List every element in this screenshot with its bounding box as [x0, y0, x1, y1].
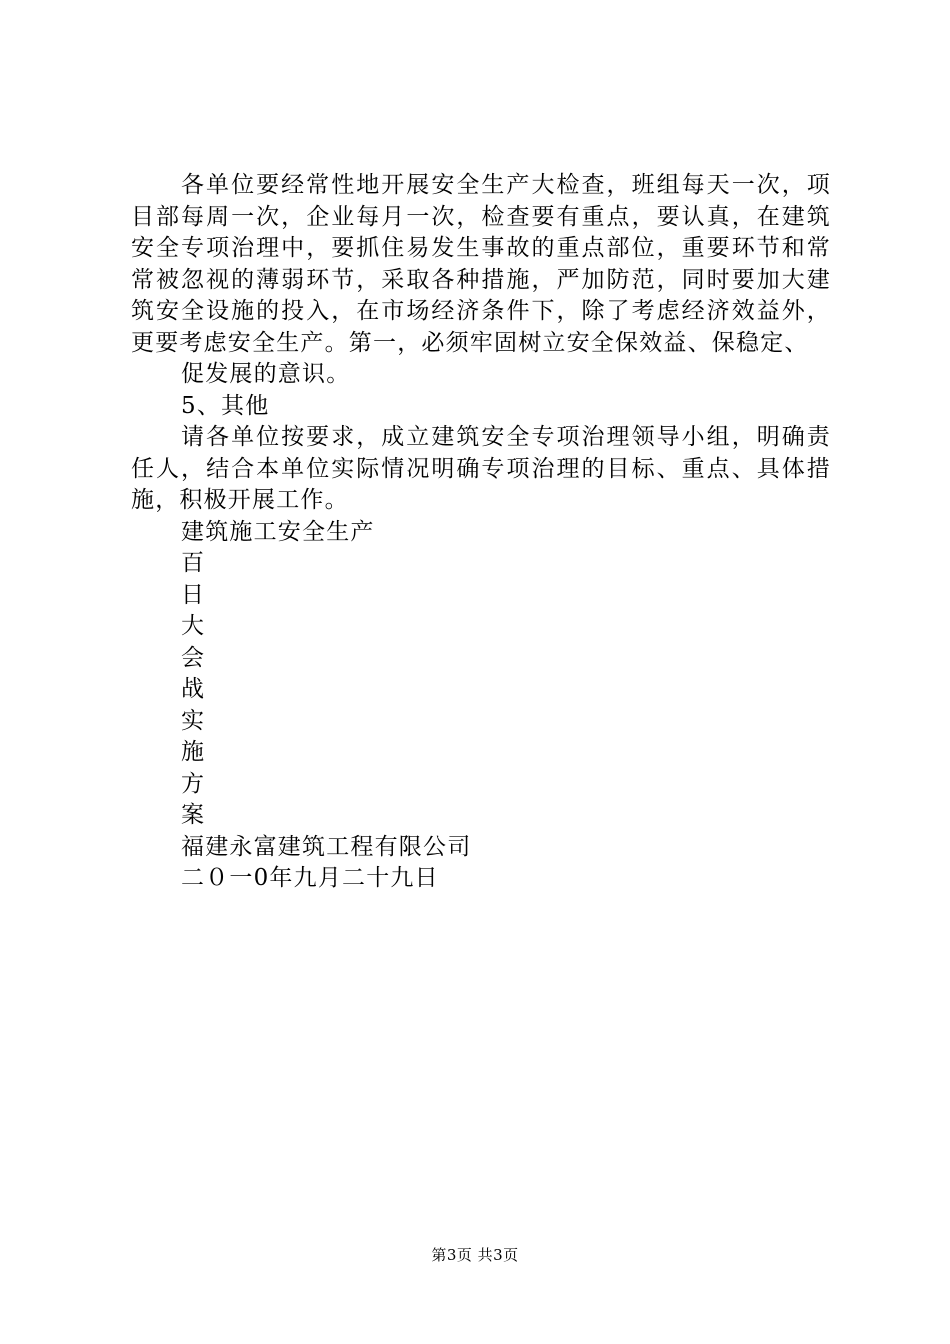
paragraph-inspection: 各单位要经常性地开展安全生产大检查，班组每天一次，项目部每周一次，企业每月一次，检查要有重点，要认真，在建筑安全专项治理中，要抓住易发生事故的重点部位，重要环节和常常被忽视的薄弱环节，采取各种措施，严加防范，同时要加大建筑安全设施的投入，在市场经济条件下，除了考虑经济效益外，更要考虑安全生产。第一，必须牢固树立安全保效益、保稳定、	[131, 172, 831, 356]
paragraph-requirements: 请各单位按要求，成立建筑安全专项治理领导小组，明确责任人，结合本单位实际情况明确专项治理的目标、重点、具体措施，积极开展工作。	[131, 424, 831, 513]
title-line: 会	[181, 644, 206, 671]
section-heading-other: 5、其他	[181, 392, 270, 419]
title-line: 大	[181, 613, 206, 639]
document-date: 二０一0年九月二十九日	[181, 865, 439, 891]
paragraph-inspection-continued: 促发展的意识。	[181, 361, 351, 387]
company-name: 福建永富建筑工程有限公司	[181, 833, 472, 860]
title-line: 百	[181, 550, 206, 576]
title-line: 实	[181, 707, 206, 734]
title-line: 施	[181, 739, 206, 765]
page-footer: 第3页 共3页	[431, 1246, 519, 1264]
title-line: 战	[181, 676, 206, 702]
title-line: 方	[181, 770, 206, 797]
title-line: 建筑施工安全生产	[181, 518, 375, 545]
document-body	[131, 170, 831, 895]
title-line: 日	[181, 581, 206, 608]
title-line: 案	[181, 802, 206, 828]
